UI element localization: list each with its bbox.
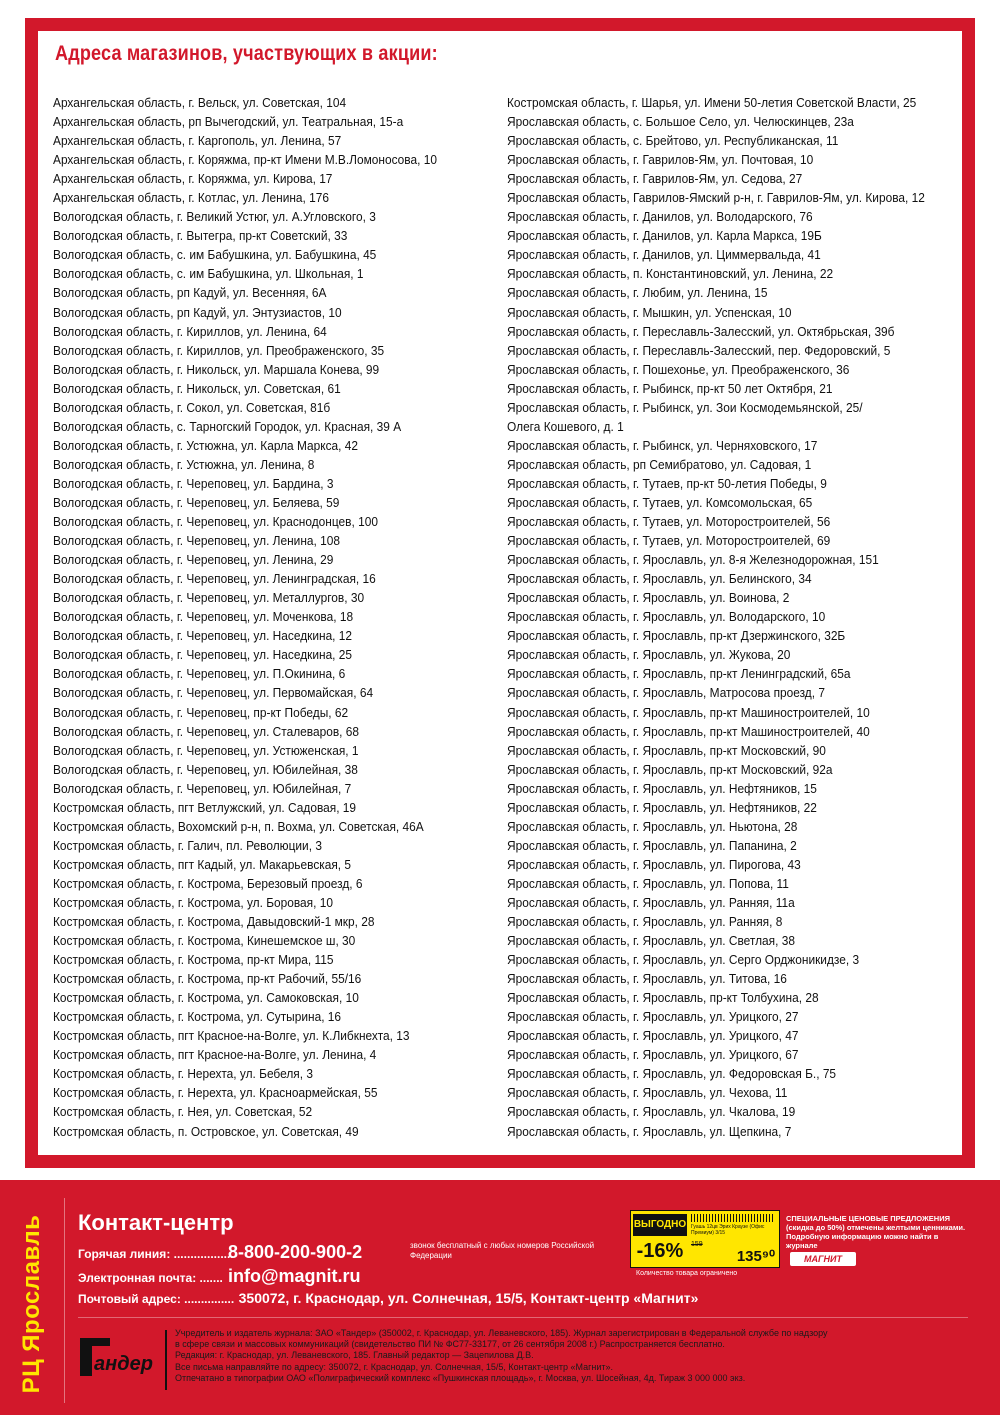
address-item: Вологодская область, г. Череповец, ул. Сталеваров, 68 (53, 723, 359, 739)
price-tag-sample (630, 1210, 780, 1268)
address-item: Вологодская область, г. Череповец, ул. Моченкова, 18 (53, 609, 354, 625)
logo-divider (165, 1330, 167, 1390)
address-item: Костромская область, пгт Красное-на-Волге, ул. Ленина, 4 (53, 1047, 377, 1063)
page-title: Адреса магазинов, участвующих в акции: (55, 42, 438, 65)
imprint-line: Редакция: г. Краснодар, ул. Леваневского, 185. Главный редактор — Зацепилова Д.В. (175, 1350, 534, 1361)
address-item: Ярославская область, г. Ярославль, ул. Щепкина, 7 (507, 1123, 792, 1139)
address-panel (38, 31, 962, 1155)
address-item: Ярославская область, г. Ярославль, ул. 8-я Железнодорожная, 151 (507, 552, 879, 568)
address-item: Ярославская область, г. Ярославль, ул. Володарского, 10 (507, 609, 826, 625)
address-item: Ярославская область, г. Ярославль, ул. Пирогова, 43 (507, 856, 801, 872)
address-item: Ярославская область, с. Большое Село, ул. Челюскинцев, 23а (507, 114, 854, 130)
address-item: Ярославская область, с. Брейтово, ул. Республиканская, 11 (507, 133, 839, 149)
address-item: Вологодская область, рп Кадуй, ул. Весенняя, 6А (53, 285, 327, 301)
region-vertical-label: РЦ Ярославль (18, 1214, 45, 1394)
address-item: Вологодская область, г. Вытегра, пр-кт Советский, 33 (53, 228, 348, 244)
address-frame (25, 18, 975, 1168)
address-item: Вологодская область, г. Череповец, ул. Первомайская, 64 (53, 685, 374, 701)
address-item: Вологодская область, г. Череповец, пр-кт Победы, 62 (53, 704, 349, 720)
address-item: Ярославская область, г. Мышкин, ул. Успенская, 10 (507, 304, 792, 320)
address-item: Вологодская область, г. Устюжна, ул. Карла Маркса, 42 (53, 437, 358, 453)
contact-center-title: Контакт-центр (78, 1210, 234, 1235)
address-item: Ярославская область, г. Ярославль, пр-кт Московский, 90 (507, 742, 826, 758)
tag-vygodno: ВЫГОДНО (633, 1214, 687, 1236)
address-item: Костромская область, г. Нерехта, ул. Красноармейская, 55 (53, 1085, 378, 1101)
address-list-right (507, 93, 957, 1141)
hotline-label: Горячая линия: .................. (78, 1247, 234, 1261)
address-item: Костромская область, г. Кострома, Давыдовский-1 мкр, 28 (53, 914, 375, 930)
address-item: Костромская область, г. Кострома, пр-кт Мира, 115 (53, 952, 334, 968)
address-item: Архангельская область, г. Каргополь, ул. Ленина, 57 (53, 133, 342, 149)
postal-address: 350072, г. Краснодар, ул. Солнечная, 15/5, Контакт-центр «Магнит» (238, 1290, 699, 1306)
imprint-line: Отпечатано в типографии ОАО «Полиграфический комплекс «Пушкинская площадь», г. Москва, ул. Шосейная, 4д. Тираж 3 000 000 экз. (175, 1372, 746, 1383)
address-item: Костромская область, г. Нея, ул. Советская, 52 (53, 1104, 313, 1120)
address-item: Ярославская область, г. Ярославль, ул. Светлая, 38 (507, 933, 795, 949)
address-item: Ярославская область, г. Ярославль, Матросова проезд, 7 (507, 685, 825, 701)
address-item: Вологодская область, г. Череповец, ул. Ленина, 29 (53, 552, 334, 568)
address-item: Ярославская область, г. Ярославль, ул. Ранняя, 11а (507, 894, 795, 910)
address-item: Ярославская область, г. Ярославль, ул. Урицкого, 47 (507, 1028, 799, 1044)
hotline-row (78, 1242, 362, 1263)
address-item: Ярославская область, г. Гаврилов-Ям, ул. Почтовая, 10 (507, 152, 814, 168)
tag-discount: -16% (636, 1240, 684, 1262)
address-item: Ярославская область, рп Семибратово, ул. Садовая, 1 (507, 456, 812, 472)
hotline-number[interactable]: 8-800-200-900-2 (228, 1242, 363, 1262)
address-item: Ярославская область, г. Ярославль, ул. Урицкого, 67 (507, 1047, 799, 1063)
address-item: Костромская область, пгт Ветлужский, ул. Садовая, 19 (53, 799, 357, 815)
address-item: Вологодская область, г. Кириллов, ул. Преображенского, 35 (53, 342, 385, 358)
address-item: Ярославская область, г. Рыбинск, пр-кт 50 лет Октября, 21 (507, 380, 833, 396)
address-item: Архангельская область, г. Вельск, ул. Советская, 104 (53, 95, 347, 110)
address-item: Ярославская область, г. Тутаев, ул. Моторостроителей, 69 (507, 533, 831, 549)
address-item: Ярославская область, г. Ярославль, пр-кт Машиностроителей, 40 (507, 723, 870, 739)
address-item: Ярославская область, г. Переславль-Залесский, пер. Федоровский, 5 (507, 342, 891, 358)
email-row (78, 1266, 361, 1287)
address-item: Ярославская область, г. Ярославль, ул. Нефтяников, 22 (507, 799, 817, 815)
address-item: Ярославская область, г. Ярославль, ул. Папанина, 2 (507, 837, 797, 853)
address-item: Ярославская область, г. Данилов, ул. Циммервальда, 41 (507, 247, 821, 263)
imprint-text (175, 1328, 975, 1384)
address-item: Вологодская область, с. им Бабушкина, ул. Бабушкина, 45 (53, 247, 377, 263)
address-item: Вологодская область, с. Тарногский Городок, ул. Красная, 39 А (53, 418, 402, 434)
address-item: Ярославская область, г. Ярославль, ул. Воинова, 2 (507, 590, 790, 606)
address-item: Ярославская область, г. Тутаев, ул. Моторостроителей, 56 (507, 514, 831, 530)
address-item: Ярославская область, г. Ярославль, ул. Чкалова, 19 (507, 1104, 796, 1120)
address-item: Вологодская область, г. Никольск, ул. Советская, 61 (53, 380, 341, 396)
address-item: Ярославская область, г. Ярославль, ул. Урицкого, 27 (507, 1009, 799, 1025)
address-item: Ярославская область, г. Ярославль, ул. Чехова, 11 (507, 1085, 788, 1101)
address-list-left (53, 93, 493, 1141)
address-item: Костромская область, г. Кострома, пр-кт Рабочий, 55/16 (53, 971, 362, 987)
email-label: Электронная почта: ....... (78, 1271, 223, 1285)
address-item: Олега Кошевого, д. 1 (507, 418, 624, 434)
address-item: Ярославская область, г. Переславль-Залесский, ул. Октябрьская, 39б (507, 323, 895, 339)
address-item: Ярославская область, г. Ярославль, ул. Ранняя, 8 (507, 914, 783, 930)
address-item: Костромская область, пгт Кадый, ул. Макарьевская, 5 (53, 856, 352, 872)
address-item: Вологодская область, г. Череповец, ул. Металлургов, 30 (53, 590, 365, 606)
address-item: Ярославская область, г. Рыбинск, ул. Черняховского, 17 (507, 437, 818, 453)
address-item: Ярославская область, г. Ярославль, ул. Федоровская Б., 75 (507, 1066, 837, 1082)
address-item: Вологодская область, г. Великий Устюг, ул. А.Угловского, 3 (53, 209, 376, 225)
address-item: Ярославская область, г. Рыбинск, ул. Зои Космодемьянской, 25/ (507, 399, 863, 415)
imprint-line: Учредитель и издатель журнала: ЗАО «Тандер» (350002, г. Краснодар, ул. Леваневского, 185). Журнал зарегистрирован в Федеральной службе по надзору (175, 1328, 828, 1338)
address-item: Ярославская область, г. Ярославль, пр-кт Ленинградский, 65а (507, 666, 851, 682)
address-item: Ярославская область, г. Пошехонье, ул. Преображенского, 36 (507, 361, 850, 377)
email-link[interactable]: info@magnit.ru (228, 1266, 361, 1286)
address-item: Костромская область, г. Шарья, ул. Имени 50-летия Советской Власти, 25 (507, 95, 917, 110)
address-item: Ярославская область, г. Ярославль, пр-кт Московский, 92а (507, 761, 833, 777)
address-item: Вологодская область, г. Череповец, ул. Бардина, 3 (53, 475, 334, 491)
address-item: Вологодская область, г. Сокол, ул. Советская, 81б (53, 399, 331, 415)
address-item: Костромская область, г. Кострома, ул. Самоковская, 10 (53, 990, 359, 1006)
address-item: Ярославская область, г. Ярославль, ул. Ньютона, 28 (507, 818, 798, 834)
address-item: Костромская область, пгт Красное-на-Волге, ул. К.Либкнехта, 13 (53, 1028, 410, 1044)
hotline-note: звонок бесплатный с любых номеров Российской Федерации (410, 1241, 595, 1260)
address-item: Вологодская область, г. Череповец, ул. П.Окинина, 6 (53, 666, 346, 682)
address-item: Вологодская область, г. Череповец, ул. Наседкина, 12 (53, 628, 353, 644)
address-item: Архангельская область, рп Вычегодский, ул. Театральная, 15-а (53, 114, 404, 130)
address-item: Вологодская область, г. Череповец, ул. Краснодонцев, 100 (53, 514, 378, 530)
address-item: Вологодская область, г. Череповец, ул. Ленина, 108 (53, 533, 340, 549)
svg-text:андер: андер (94, 1353, 153, 1375)
address-item: Ярославская область, г. Данилов, ул. Карла Маркса, 19Б (507, 228, 822, 244)
address-item: Ярославская область, г. Тутаев, пр-кт 50-летия Победы, 9 (507, 475, 827, 491)
tag-product: Гуашь 12цв Эрих Краузе (Офис Премиум) 3/15 (691, 1224, 765, 1236)
address-item: Ярославская область, г. Ярославль, пр-кт Толбухина, 28 (507, 990, 819, 1006)
address-item: Вологодская область, г. Череповец, ул. Ленинградская, 16 (53, 571, 376, 587)
address-item: Вологодская область, с. им Бабушкина, ул. Школьная, 1 (53, 266, 364, 282)
address-item: Костромская область, г. Нерехта, ул. Бебеля, 3 (53, 1066, 313, 1082)
tag-new-price: 135⁹⁰ (736, 1248, 775, 1265)
magnit-logo: МАГНИТ (790, 1252, 856, 1266)
address-item: Ярославская область, г. Гаврилов-Ям, ул. Седова, 27 (507, 171, 803, 187)
address-item: Костромская область, г. Кострома, ул. Сутырина, 16 (53, 1009, 342, 1025)
address-item: Ярославская область, г. Ярославль, ул. Попова, 11 (507, 875, 789, 891)
address-item: Вологодская область, г. Никольск, ул. Маршала Конева, 99 (53, 361, 380, 377)
vertical-divider (64, 1198, 65, 1403)
special-offer-text: СПЕЦИАЛЬНЫЕ ЦЕНОВЫЕ ПРЕДЛОЖЕНИЯ (скидка до 50%) отмечены желтыми ценниками. Подробную информацию можно найти в журнале (786, 1214, 966, 1250)
address-item: Ярославская область, г. Любим, ул. Ленина, 15 (507, 285, 768, 301)
address-item: Ярославская область, г. Ярославль, ул. Серго Орджоникидзе, 3 (507, 952, 860, 968)
address-item: Вологодская область, г. Устюжна, ул. Ленина, 8 (53, 456, 315, 472)
address-item: Ярославская область, г. Ярославль, ул. Жукова, 20 (507, 647, 791, 663)
address-item: Костромская область, г. Кострома, ул. Боровая, 10 (53, 894, 333, 910)
address-item: Ярославская область, г. Ярославль, ул. Белинского, 34 (507, 571, 812, 587)
address-item: Вологодская область, г. Череповец, ул. Наседкина, 25 (53, 647, 353, 663)
address-item: Костромская область, г. Галич, пл. Революции, 3 (53, 837, 322, 853)
address-item: Ярославская область, г. Ярославль, пр-кт Дзержинского, 32Б (507, 628, 846, 644)
address-item: Костромская область, г. Кострома, Кинешемское ш, 30 (53, 933, 356, 949)
address-item: Архангельская область, г. Коряжма, ул. Кирова, 17 (53, 171, 333, 187)
postal-label: Почтовый адрес: ............... (78, 1292, 235, 1306)
address-item: Архангельская область, г. Коряжма, пр-кт Имени М.В.Ломоносова, 10 (53, 152, 437, 168)
address-item: Вологодская область, г. Череповец, ул. Юбилейная, 38 (53, 761, 358, 777)
address-item: Ярославская область, п. Константиновский, ул. Ленина, 22 (507, 266, 834, 282)
imprint-line: в сфере связи и массовых коммуникаций (свидетельство ПИ № ФС77-33177, от 26 сентября 2008 г.) Распространяется бесплатно. (175, 1339, 725, 1350)
address-item: Ярославская область, г. Ярославль, ул. Титова, 16 (507, 971, 787, 987)
address-item: Архангельская область, г. Котлас, ул. Ленина, 176 (53, 190, 330, 206)
footer (0, 1180, 1000, 1415)
address-item: Костромская область, г. Кострома, Березовый проезд, 6 (53, 875, 363, 891)
address-item: Костромская область, Вохомский р-н, п. Вохма, ул. Советская, 46А (53, 818, 424, 834)
address-item: Костромская область, п. Островское, ул. Советская, 49 (53, 1123, 359, 1139)
imprint-line: Все письма направляйте по адресу: 350072, г. Краснодар, ул. Солнечная, 15/5, Контакт-центр «Магнит». (175, 1361, 613, 1372)
postal-row (78, 1290, 698, 1308)
address-item: Вологодская область, г. Череповец, ул. Юбилейная, 7 (53, 780, 352, 796)
address-item: Ярославская область, г. Ярославль, пр-кт Машиностроителей, 10 (507, 704, 870, 720)
tag-note: Количество товара ограничено (636, 1270, 738, 1277)
address-item: Ярославская область, г. Тутаев, ул. Комсомольская, 65 (507, 494, 813, 510)
tag-old-price: 159 (691, 1241, 703, 1248)
barcode-icon (691, 1214, 775, 1222)
address-item: Вологодская область, г. Кириллов, ул. Ленина, 64 (53, 323, 327, 339)
address-item: Ярославская область, Гаврилов-Ямский р-н, г. Гаврилов-Ям, ул. Кирова, 12 (507, 190, 925, 206)
address-item: Вологодская область, г. Череповец, ул. Устюженская, 1 (53, 742, 359, 758)
address-item: Вологодская область, г. Череповец, ул. Беляева, 59 (53, 494, 340, 510)
footer-divider (78, 1317, 968, 1318)
address-item: Ярославская область, г. Ярославль, ул. Нефтяников, 15 (507, 780, 817, 796)
address-item: Вологодская область, рп Кадуй, ул. Энтузиастов, 10 (53, 304, 342, 320)
address-item: Ярославская область, г. Данилов, ул. Володарского, 76 (507, 209, 813, 225)
tander-logo-icon (78, 1332, 158, 1382)
